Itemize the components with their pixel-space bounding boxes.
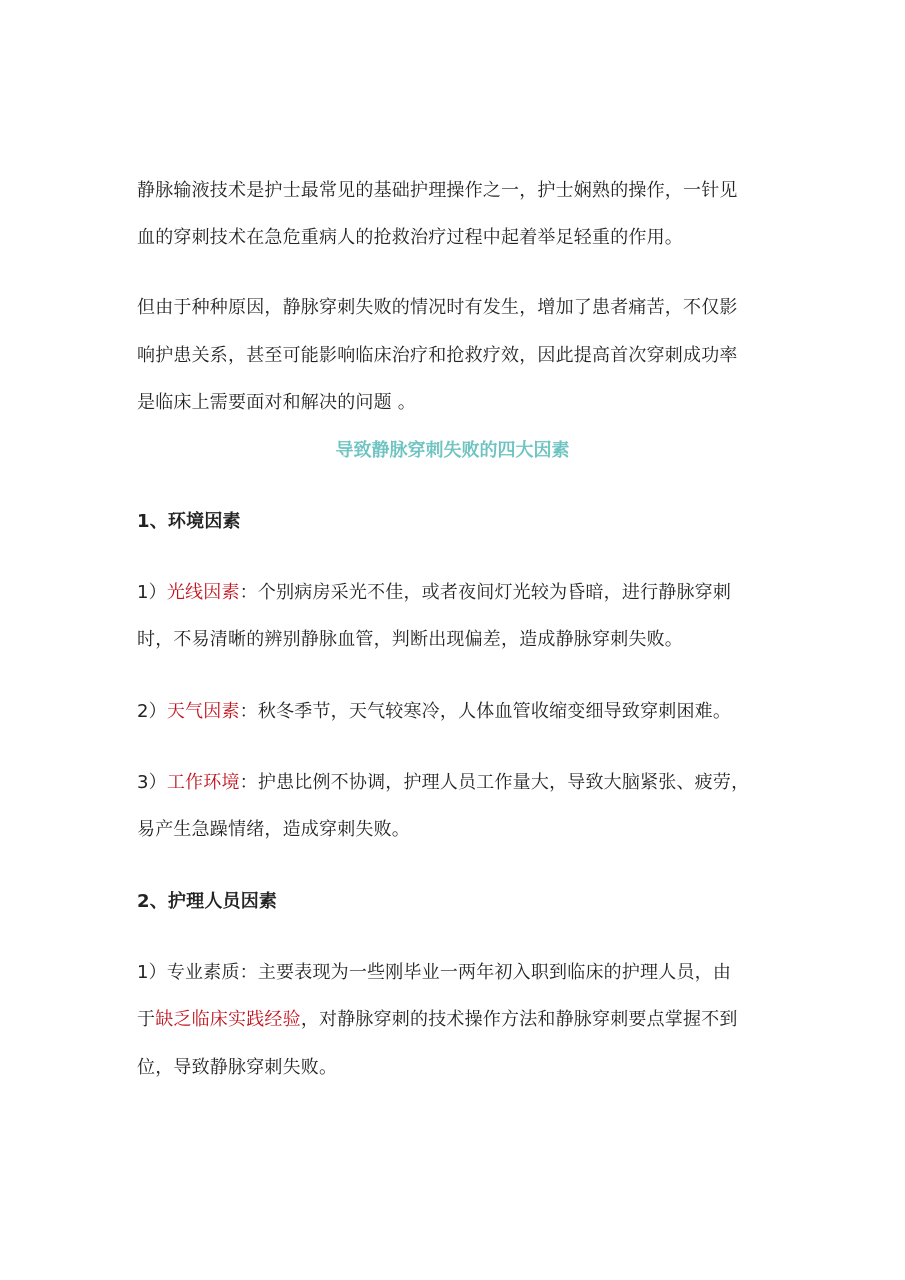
item-text: ：秋冬季节，天气较寒冷，人体血管收缩变细导致穿刺困难。 (239, 701, 732, 722)
environment-item-3-line-1 (137, 771, 797, 795)
environment-item-3-line-2: 易产生急躁情绪，造成穿刺失败。 (137, 819, 410, 840)
highlight-term: 缺乏临床实践经验 (155, 1009, 301, 1030)
item-number: 2） (137, 701, 167, 722)
intro-paragraph-1-line-2: 血的穿刺技术在急危重病人的抢救治疗过程中起着举足轻重的作用。 (137, 227, 683, 248)
environment-item-1-line-1 (137, 581, 797, 605)
highlight-term: 天气因素 (166, 701, 240, 722)
intro-paragraph-2-line-2: 响护患关系，甚至可能影响临床治疗和抢救疗效，因此提高首次穿刺成功率 (137, 345, 738, 366)
item-text: ，对静脉穿刺的技术操作方法和静脉穿刺要点掌握不到 (300, 1009, 738, 1030)
highlight-term: 工作环境 (166, 772, 240, 793)
item-text: ：个别病房采光不佳，或者夜间灯光较为昏暗，进行静脉穿刺 (239, 582, 732, 603)
intro-paragraph-1-line-1: 静脉输液技术是护士最常见的基础护理操作之一，护士娴熟的操作，一针见 (137, 180, 738, 201)
highlight-term: 光线因素 (166, 582, 240, 603)
nursing-item-1-line-1: 1）专业素质：主要表现为一些刚毕业一两年初入职到临床的护理人员，由 (137, 962, 732, 983)
intro-paragraph-2-line-3: 是临床上需要面对和解决的问题 。 (137, 392, 416, 413)
nursing-item-1-line-2 (137, 1008, 797, 1032)
item-number: 1） (137, 582, 167, 603)
section-1-heading: 1、环境因素 (137, 511, 241, 532)
section-title: 导致静脉穿刺失败的四大因素 (335, 440, 570, 461)
item-text: 于 (137, 1009, 156, 1030)
intro-paragraph-2-line-1: 但由于种种原因，静脉穿刺失败的情况时有发生，增加了患者痛苦，不仅影 (137, 297, 738, 318)
environment-item-1-line-2: 时，不易清晰的辨别静脉血管，判断出现偏差，造成静脉穿刺失败。 (137, 629, 683, 650)
section-2-heading: 2、护理人员因素 (137, 891, 278, 912)
nursing-item-1-line-3: 位，导致静脉穿刺失败。 (137, 1057, 338, 1078)
environment-item-2-line-1 (137, 700, 797, 724)
item-number: 3） (137, 772, 167, 793)
item-text: ：护患比例不协调，护理人员工作量大，导致大脑紧张、疲劳， (239, 772, 750, 793)
